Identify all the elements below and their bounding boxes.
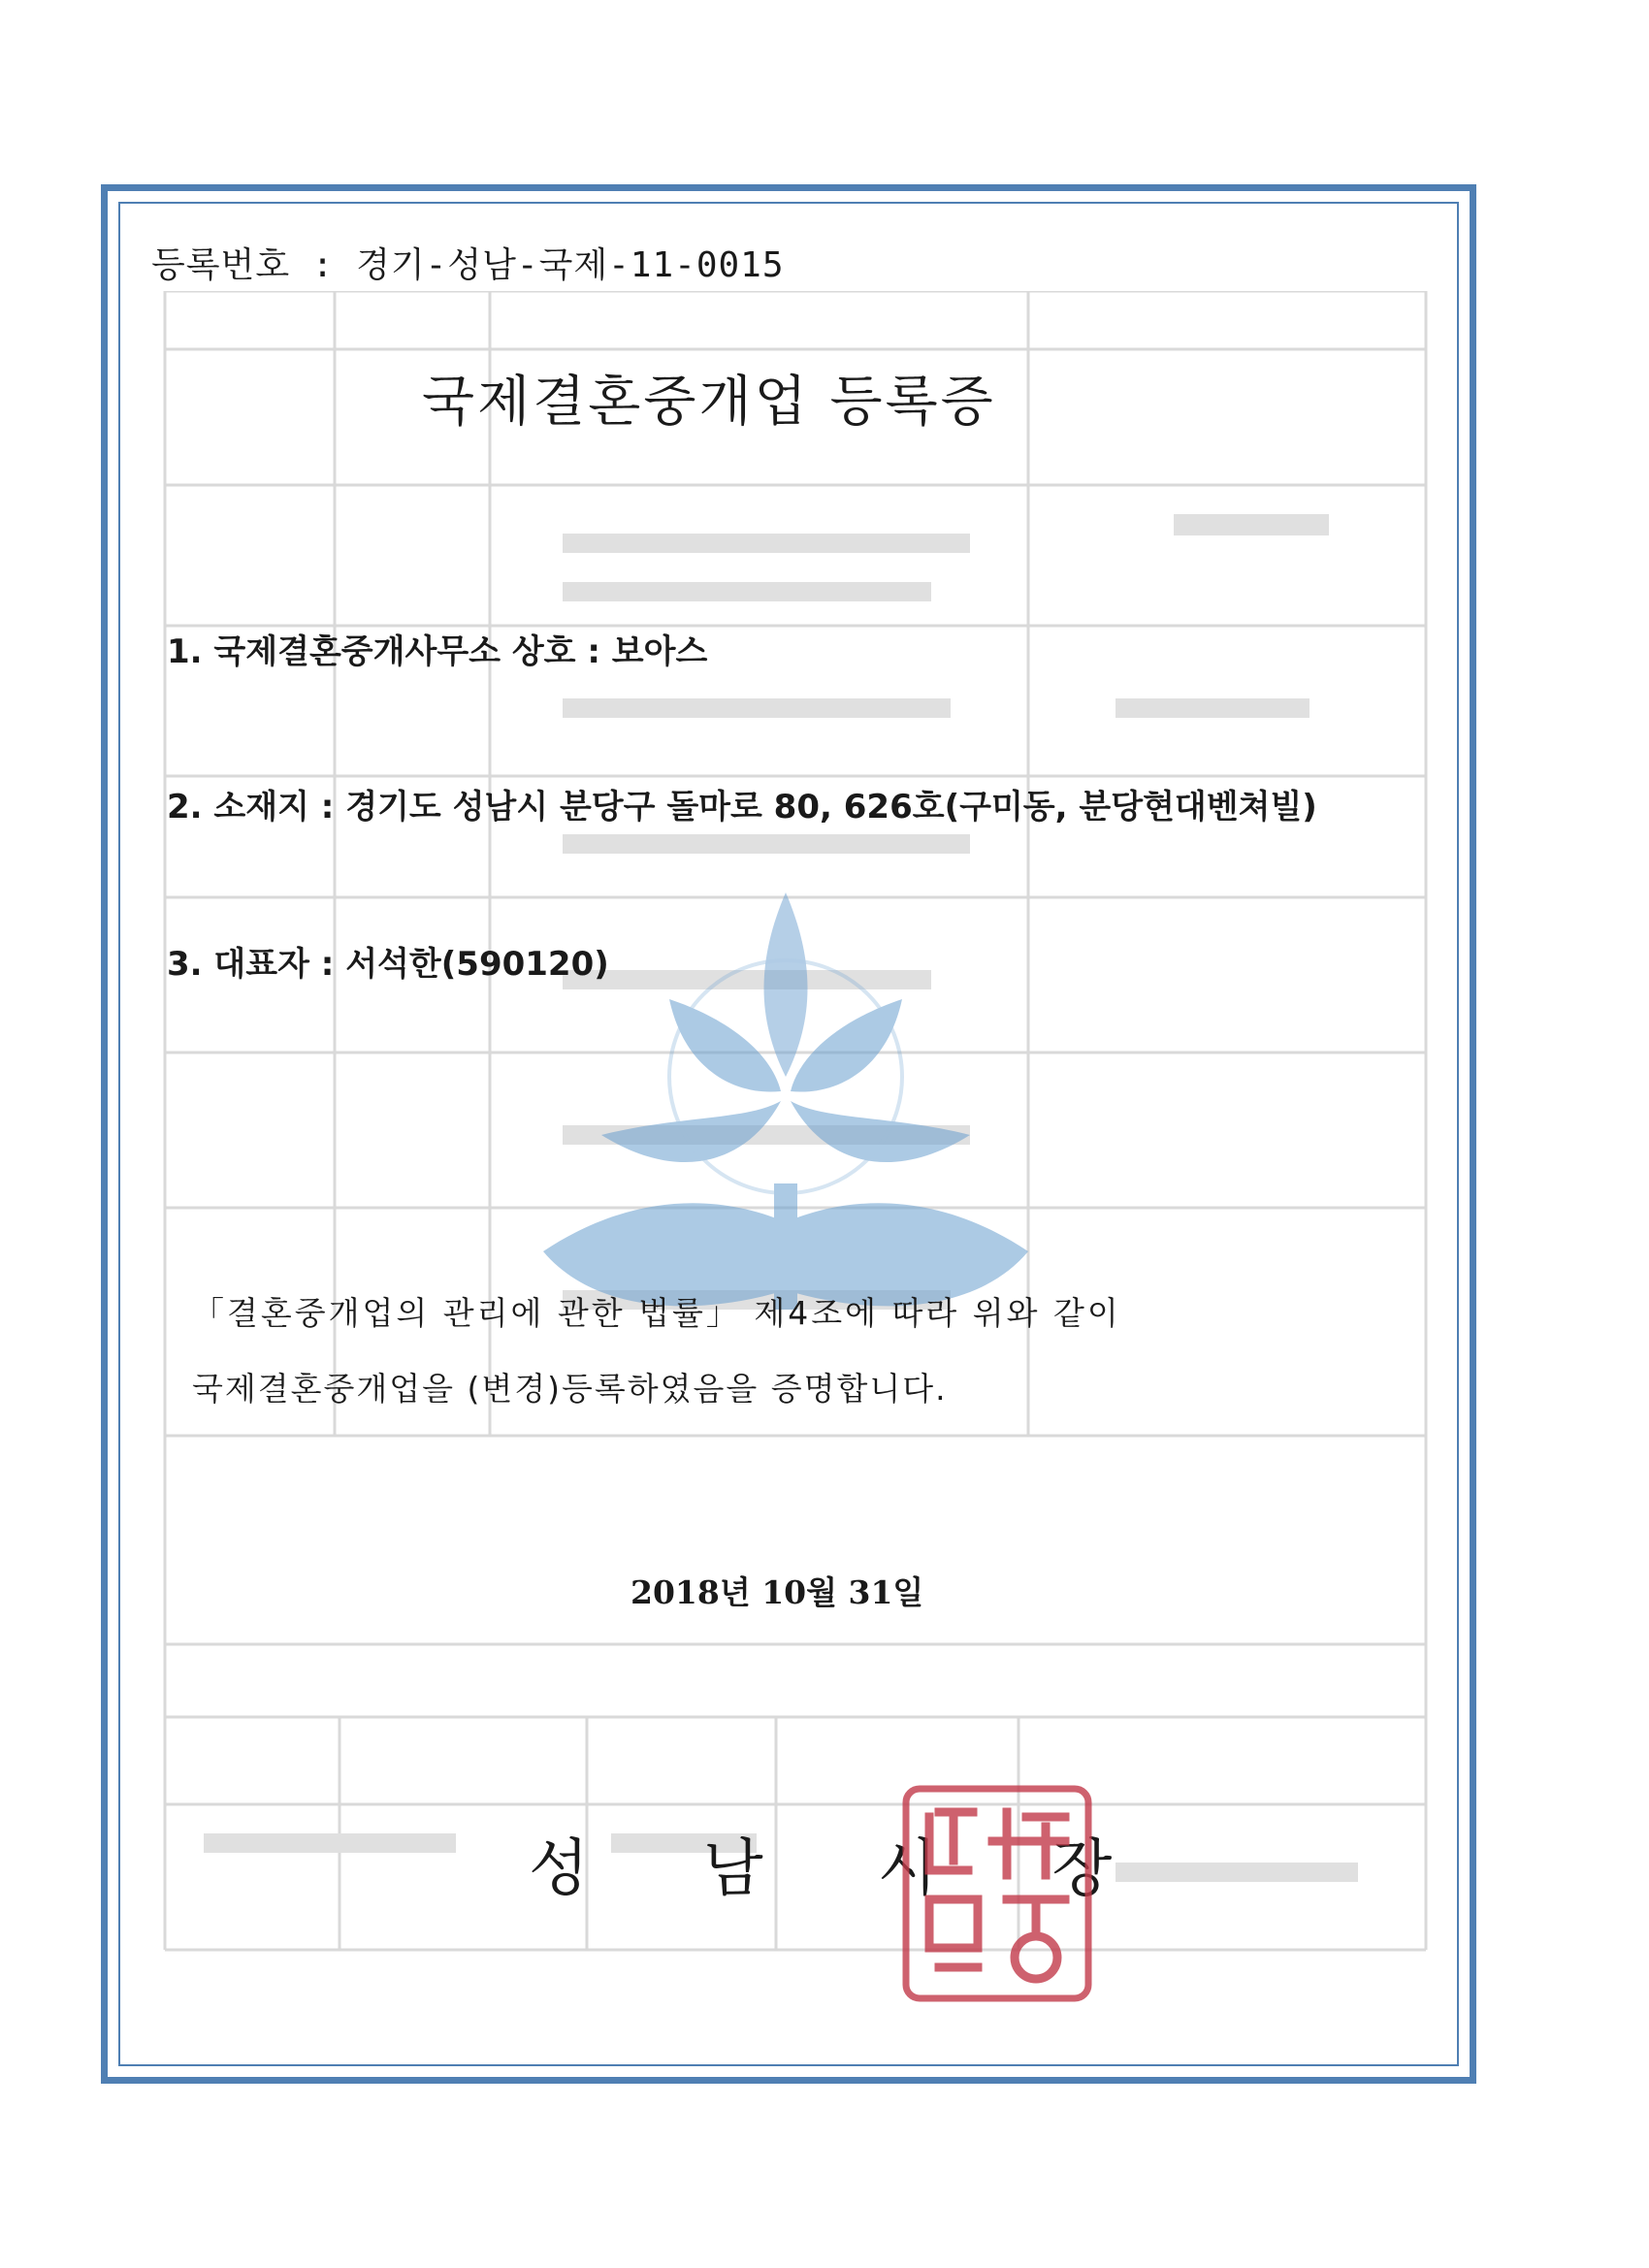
certificate-title: 국제결혼중개업 등록증 [422, 371, 996, 434]
business-name-item: 1. 국제결혼중개사무소 상호 : 보아스 [167, 632, 708, 671]
statement-line-2: 국제결혼중개업을 (변경)등록하였음을 증명합니다. [192, 1370, 948, 1408]
representative-item: 3. 대표자 : 서석한(590120) [167, 945, 609, 984]
statement-line-1: 「결혼중개업의 관리에 관한 법률」 제4조에 따라 위와 같이 [192, 1294, 1121, 1332]
issuer-char: 시 [877, 1833, 938, 1905]
official-seal-stamp [900, 1783, 1094, 2004]
issuer-char: 남 [702, 1833, 763, 1905]
registration-number: 등록번호 : 경기-성남-국제-11-0015 [151, 245, 785, 285]
address-item: 2. 소재지 : 경기도 성남시 분당구 돌마로 80, 626호(구미동, 분당현대벤쳐빌) [167, 788, 1317, 826]
issue-date: 2018년 10월 31일 [630, 1573, 924, 1611]
issuer-char: 장 [1051, 1833, 1113, 1905]
issuer-char: 성 [529, 1833, 589, 1905]
